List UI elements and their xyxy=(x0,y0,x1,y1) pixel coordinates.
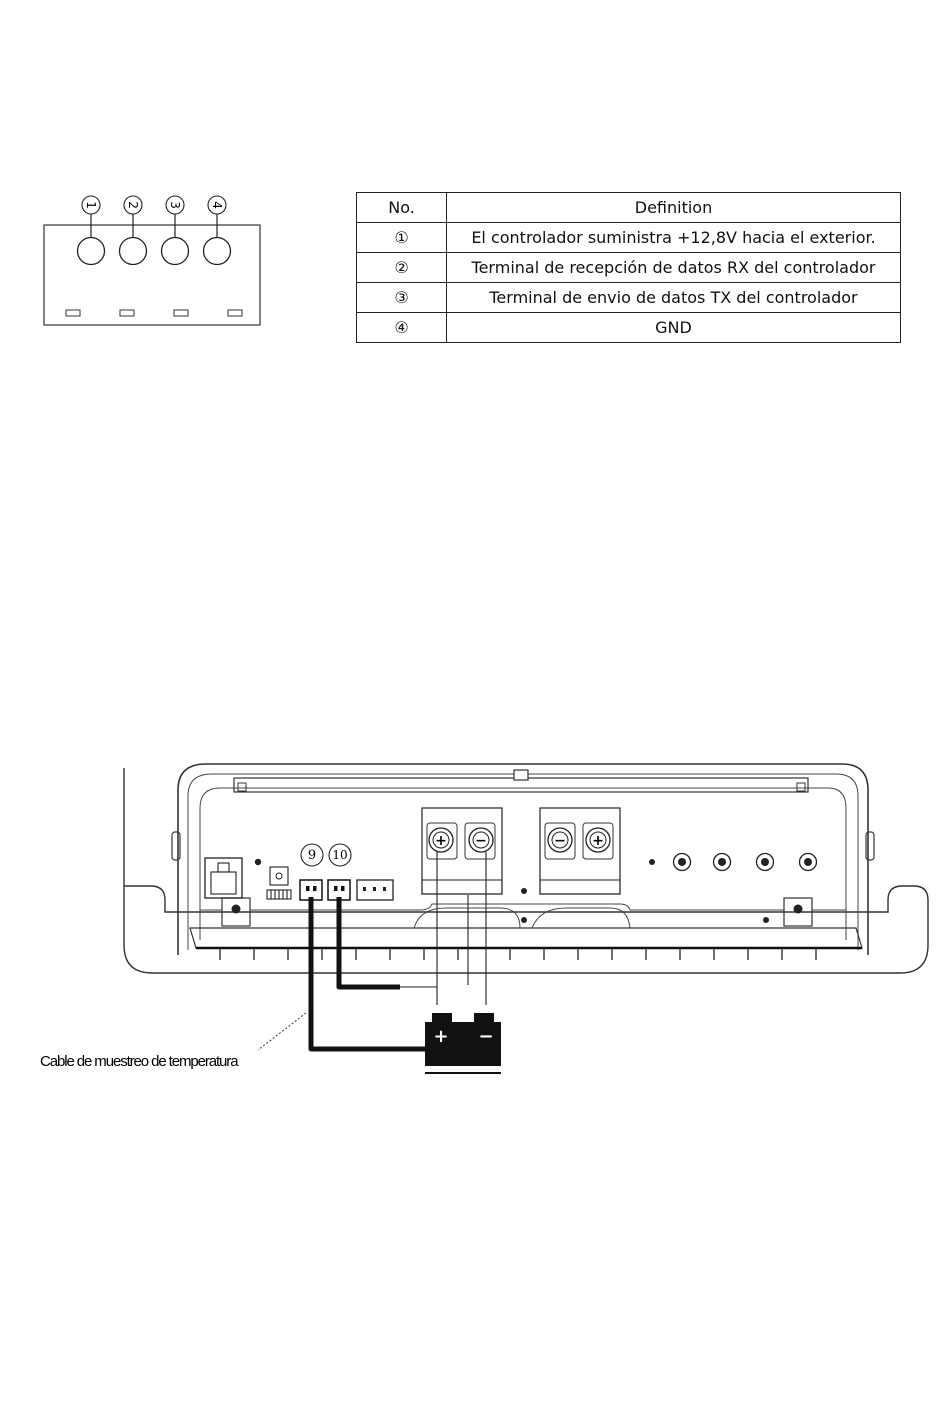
terminal-block-left xyxy=(422,808,502,894)
connector-pin-4 xyxy=(204,196,231,265)
controller-wiring-diagram xyxy=(0,740,950,1100)
row-definition: Terminal de envio de datos TX del controlador xyxy=(447,283,901,313)
temperature-cable-caption: Cable de muestreo de temperatura xyxy=(40,1053,238,1070)
pin-4-label: 4 xyxy=(210,201,224,209)
table-row xyxy=(357,313,901,343)
table-row xyxy=(357,253,901,283)
port-9-label: 9 xyxy=(307,848,317,863)
pin-1-label: 1 xyxy=(84,201,98,209)
table-header-row xyxy=(357,193,901,223)
battery-minus: − xyxy=(478,1026,494,1047)
housing-bottom-bevel xyxy=(190,928,862,948)
connector-pin-3 xyxy=(162,196,189,265)
pin-2-label: 2 xyxy=(126,201,140,209)
header-no: No. xyxy=(357,193,447,223)
connector-pin-1 xyxy=(78,196,105,265)
row-definition: Terminal de recepción de datos RX del controlador xyxy=(447,253,901,283)
port-10-label: 10 xyxy=(332,848,348,862)
terminal-block-right xyxy=(540,808,620,894)
battery-plus: + xyxy=(433,1026,449,1047)
row-definition: GND xyxy=(447,313,901,343)
row-number: ② xyxy=(357,253,447,283)
communication-port xyxy=(205,858,242,898)
row-definition: El controlador suministra +12,8V hacia el exterior. xyxy=(447,223,901,253)
table-row xyxy=(357,223,901,253)
terminal-sign: + xyxy=(435,833,447,849)
row-number: ④ xyxy=(357,313,447,343)
row-number: ① xyxy=(357,223,447,253)
caption-leader xyxy=(258,1013,306,1050)
connector-latch-slots xyxy=(66,310,242,316)
row-number: ③ xyxy=(357,283,447,313)
terminal-sign: − xyxy=(475,833,487,849)
terminal-sign: + xyxy=(592,833,604,849)
battery-icon xyxy=(425,1013,501,1073)
table-row xyxy=(357,283,901,313)
status-leds xyxy=(649,854,817,871)
connector-pin-2 xyxy=(120,196,147,265)
header-definition: Definition xyxy=(447,193,901,223)
pin-definition-table xyxy=(356,192,901,343)
pin-3-label: 3 xyxy=(168,201,182,209)
terminal-sign: − xyxy=(554,833,566,849)
